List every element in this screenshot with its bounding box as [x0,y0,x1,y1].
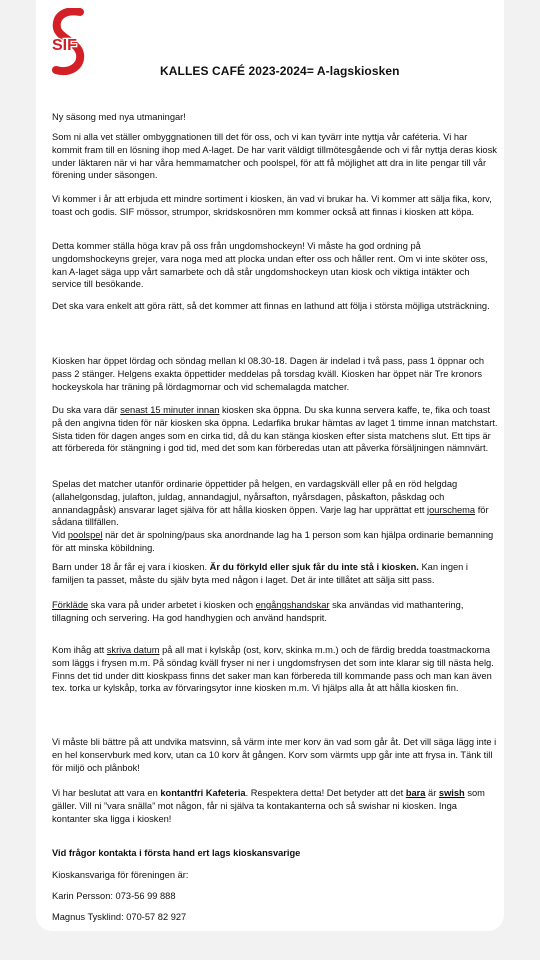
cashless-term: kontantfri Kafeteria [160,788,246,798]
paragraph-dating-food: Kom ihåg att skriva datum på all mat i kylskåp (ost, korv, skinka m.m.) och de färdig bredda toastmackorna som läggs i frysen m.m. På söndag kväll fryser ni ner i ungdomsfrysen det som inte klarar sig till nästa helg. Finns det tid under ditt kioskpass finns det saker man kan förbereda till kommande pass och man kan även tex. torka ur kylskåp, torka av förvaringsytor inne kiosken m.m. Vi hjälps alla åt att hålla kiosken fin. [52,645,494,694]
contact-magnus: Magnus Tysklind: 070-57 82 927 [52,912,187,922]
arrival-time-emphasis: senast 15 minuter innan [120,405,220,415]
contacts-intro: Kioskansvariga för föreningen är: [52,870,189,880]
paragraph-cashless: Vi har beslutat att vara en kontantfri Kafeteria. Respektera detta! Det betyder att det bara är swish som gäller. Vill ni ”vara snälla” mot någon, får ni själva ta kontakanterna och så swishar ni kiosken. Inga kontanter ska ligga i kiosken! [52,788,485,824]
sif-logo [50,8,88,76]
paragraph-food-waste: Vi måste bli bättre på att undvika matsvinn, så värm inte mer korv än vad som går åt. Det vill säga lägg inte i en hel konservburk med korv, utan ca 10 korv åt gången. Korv som värmts upp går inte att frysa in. Tänk till för miljö och plånbok! [52,737,497,773]
paragraph-opening-hours: Kiosken har öppet lördag och söndag mellan kl 08.30-18. Dagen är indelad i två pass, pass 1 öppnar och pass 2 stänger. Helgens exakta öppettider meddelas på torsdag kväll. Kiosken har öppet när Tre kronors hockeyskola har träning på lördagmornar och vid schemalagda matcher. [52,356,485,392]
paragraph-assortment: Vi kommer i år att erbjuda ett mindre sortiment i kiosken, än vad vi brukar ha. Vi kommer att sälja fika, korv, toast och godis. SIF mössor, strumpor, skridskosnören mm kommer också att finnas i kiosken att köpa. [52,194,492,217]
write-date-term: skriva datum [106,645,160,655]
contact-karin: Karin Persson: 073-56 99 888 [52,891,176,901]
paragraph-arrival: Du ska vara där senast 15 minuter innan kiosken ska öppna. Du ska kunna servera kaffe, te, fika och toast på den angivna tiden för när kiosken ska öppna. Ledarfika brukar hämtas av laget 1 timme innan matchstart. Sista tiden för dagen anges som en cirka tid, då du kan stänga kiosken efter sista matchens slut. Ett tips är att förbereda för stängning i god tid, med det som kan förberedas utan att påverka försäljningen nämnvärt. [52,405,498,454]
apron-term: Förkläde [52,600,89,610]
svg-text:SIF: SIF [52,37,77,54]
intro-line: Ny säsong med nya utmaningar! [52,112,186,122]
gloves-term: engångshandskar [255,600,330,610]
only-term: bara [405,788,426,798]
paragraph-hygiene: Förkläde ska vara på under arbetet i kiosken och engångshandskar ska användas vid mathantering, tillagning och servering. Ha god handhygien och använd handsprit. [52,600,464,623]
paragraph-extra-matches: Spelas det matcher utanför ordinarie öppettider på helgen, en vardagskväll eller på en röd helgdag (allahelgonsdag, julafton, juldag, annandagjul, nyårsafton, nyårsdagen, påskafton, påskdag och annandagpåsk) ansvarar laget själva för att hålla kiosken öppen. Varje lag har upprättat ett jourschema för sådana tillfällen. Vid poolspel när det är spolning/paus ska anordnande lag ha 1 person som kan hjälpa ordinarie bemanning för att minska köbildning. [52,479,494,553]
paragraph-renovation: Som ni alla vet ställer ombyggnationen till det för oss, och vi kan tyvärr inte nyttja vår caféteria. Vi har kommit fram till en lösning ihop med A-laget. De har varit väldigt tillmötesgående och vi får nyttja deras kiosk under läktaren när vi har våra hemmamatcher och poolspel, för att få möjlighet att dra in lite pengar till vår förening under säsongen. [52,132,497,181]
sick-rule: Är du förkyld eller sjuk får du inte stå i kiosken. [209,562,419,572]
contact-heading: Vid frågor kontakta i första hand ert lags kioskansvarige [52,848,301,858]
paragraph-age-health: Barn under 18 år får ej vara i kiosken. Är du förkyld eller sjuk får du inte stå i kiosken. Kan ingen i familjen ta passet, måste du själv byta med någon i laget. Det är inte tillåtet att sälja sitt pass. [52,562,468,585]
paragraph-requirements: Detta kommer ställa höga krav på oss från ungdomshockeyn! Vi måste ha god ordning på ungdomshockeyns grejer, vara noga med att plocka undan efter oss och håller rent. Om vi inte sköter oss, kan A-laget säga upp vårt samarbete och då står ungdomshockeyn utan kiosk och viktiga intäkter och service till besökande. [52,241,488,290]
paragraph-guide: Det ska vara enkelt att göra rätt, så det kommer att finnas en lathund att följa i största möjliga utsträckning. [52,301,490,311]
jourschema-term: jourschema [427,504,476,515]
swish-term: swish [438,788,465,798]
poolspel-term: poolspel [67,530,103,541]
document-title: KALLES CAFÉ 2023-2024= A-lagskiosken [160,64,400,78]
